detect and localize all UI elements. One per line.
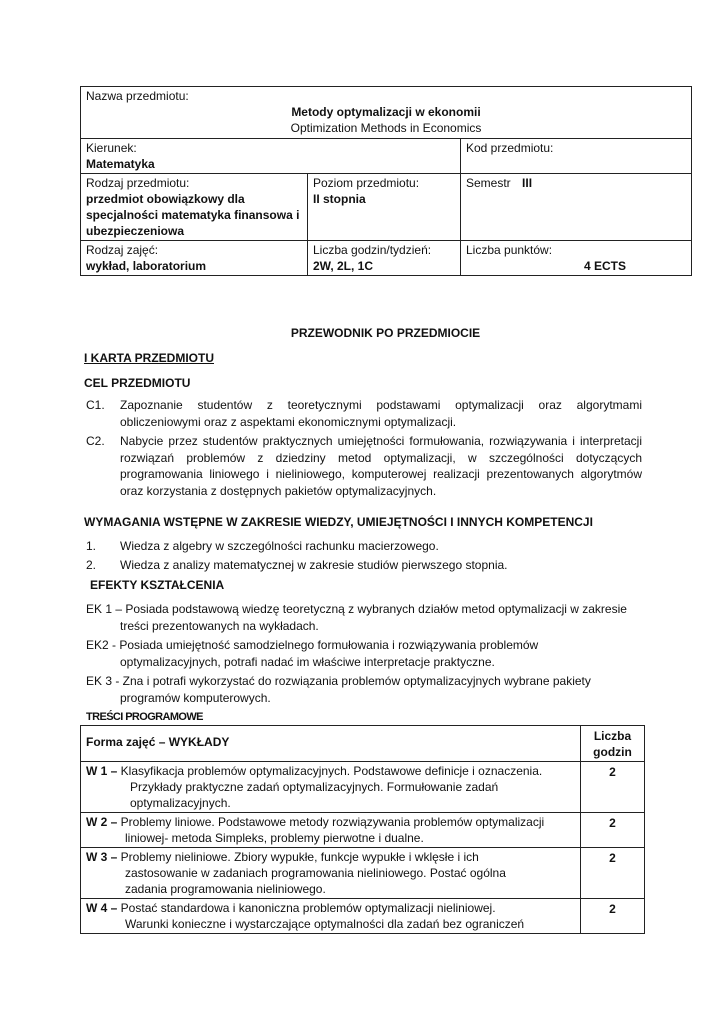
classes-type-value: wykład, laboratorium [86,259,207,273]
goal-number: C2. [86,434,105,448]
course-code-label: Kod przedmiotu: [466,141,554,155]
lecture-hours: 2 [581,813,645,848]
lecture-topic-cell [81,848,581,899]
effect-line: EK 3 - Zna i potrafi wykorzystać do rozwiązania problemów optymalizacyjnych wybrane pakiety [86,674,591,688]
effect-line: EK 1 – Posiada podstawową wiedzę teoretyczną z wybranych działów metod optymalizacji w zakresie [86,602,627,616]
semester-value: III [522,176,533,190]
semester-label: Semestr [466,176,511,190]
lecture-hours: 2 [581,848,645,899]
field-cell [81,139,461,174]
table-row [81,848,645,899]
classes-type-label: Rodzaj zajęć: [86,243,159,257]
requirement-number: 1. [86,539,97,553]
effect-item-ek1 [86,601,656,634]
table-row [81,899,645,934]
effect-line-continued: treści prezentowanych na wykładach. [120,618,319,633]
lecture-code: W 1 – [86,764,118,778]
lecture-topic-line: Problemy liniowe. Podstawowe metody rozwiązywania problemów optymalizacji [117,815,545,829]
lecture-topic-line: optymalizacyjnych. [130,796,231,810]
goal-text: Nabycie przez studentów praktycznych umiejętności formułowania, rozwiązywania i interpretacji rozwiązań problemów z dziedziny metod optymalizacji, w szczególności dotyczących programowania liniowego i nieliniowego, komputerowej realizacji prezentowanych algorytmów oraz korzystania z dostępnych pakietów optymalizacyjnych. [120,434,642,498]
course-type-value: przedmiot obowiązkowy dla specjalności matematyka finansowa i ubezpieczeniowa [86,192,300,238]
course-level-value: II stopnia [313,192,366,206]
requirement-item-1 [86,538,642,554]
effects-title: EFEKTY KSZTAŁCENIA [90,578,225,592]
goal-item-c2 [86,433,642,499]
course-level-cell [308,174,461,241]
effect-line: EK2 - Posiada umiejętność samodzielnego formułowania i rozwiązywania problemów [86,638,539,652]
lecture-hours: 2 [581,762,645,813]
requirement-number: 2. [86,558,97,572]
lecture-topic-cell [81,813,581,848]
course-title-pl: Metody optymalizacji w ekonomii [291,105,481,119]
lecture-topic-line: Przykłady praktyczne zadań optymalizacyjnych. Formułowanie zadań [130,780,499,794]
lectures-table [80,725,645,934]
lecture-topic-line: zastosowanie w zadaniach programowania nieliniowego. Postać ogólna [125,866,506,880]
requirements-title: WYMAGANIA WSTĘPNE W ZAKRESIE WIEDZY, UMIEJĘTNOŚCI I INNYCH KOMPETENCJI [84,515,593,529]
field-label: Kierunek: [86,141,137,155]
lecture-topic-line: Problemy nieliniowe. Zbiory wypukłe, funkcje wypukłe i wklęsłe i ich [117,850,479,864]
guide-title: PRZEWODNIK PO PRZEDMIOCIE [290,326,481,340]
course-code-cell [461,139,692,174]
semester-cell [461,174,692,241]
hours-value: 2W, 2L, 1C [313,259,374,273]
content-title: TREŚCI PROGRAMOWE [86,711,203,723]
points-cell [461,241,692,276]
lecture-topic-cell [81,762,581,813]
lecture-topic-line: Postać standardowa i kanoniczna problemów optymalizacji nieliniowej. [117,901,496,915]
classes-type-cell [81,241,308,276]
requirement-text: Wiedza z analizy matematycznej w zakresie studiów pierwszego stopnia. [120,558,508,572]
hours-label: Liczba godzin/tydzień: [313,243,432,257]
course-info-table [80,86,692,276]
course-level-label: Poziom przedmiotu: [313,176,420,190]
lectures-header-hours: Liczba godzin [581,726,645,762]
lecture-code: W 2 – [86,815,118,829]
lecture-code: W 3 – [86,850,118,864]
goal-item-c1 [86,397,642,430]
hours-cell [308,241,461,276]
requirement-text: Wiedza z algebry w szczególności rachunku macierzowego. [120,539,439,553]
field-value: Matematyka [86,157,155,171]
lecture-topic-line: Warunki konieczne i wystarczające optymalności dla zadań bez ograniczeń [125,917,525,931]
effect-item-ek3 [86,673,656,706]
points-value: 4 ECTS [583,259,626,273]
goal-title: CEL PRZEDMIOTU [84,376,191,390]
lectures-header-form: Forma zajęć – WYKŁADY [81,726,581,762]
points-label: Liczba punktów: [466,243,553,257]
course-title-en: Optimization Methods in Economics [290,121,482,135]
course-name-label: Nazwa przedmiotu: [86,89,189,103]
goal-number: C1. [86,398,105,412]
goal-text: Zapoznanie studentów z teoretycznymi podstawami optymalizacji oraz algorytmami obliczeniowymi oraz z aspektami ekonomicznymi optymalizacji. [120,398,642,429]
card-title: I KARTA PRZEDMIOTU [84,351,214,365]
lecture-topic-cell [81,899,581,934]
course-name-cell [81,87,692,139]
lecture-topic-line: zadania programowania nieliniowego. [125,882,326,896]
requirement-item-2 [86,557,642,573]
lecture-code: W 4 – [86,901,118,915]
course-type-cell [81,174,308,241]
effect-line-continued: optymalizacyjnych, potrafi nadać im właściwe interpretacje praktyczne. [120,654,495,669]
lecture-topic-line: liniowej- metoda Simpleks, problemy pierwotne i dualne. [125,831,424,845]
lecture-topic-line: Klasyfikacja problemów optymalizacyjnych. Podstawowe definicje i oznaczenia. [117,764,543,778]
table-row [81,762,645,813]
effect-item-ek2 [86,637,656,670]
course-type-label: Rodzaj przedmiotu: [86,176,190,190]
table-row [81,813,645,848]
lecture-hours: 2 [581,899,645,934]
effect-line-continued: programów komputerowych. [120,690,271,705]
